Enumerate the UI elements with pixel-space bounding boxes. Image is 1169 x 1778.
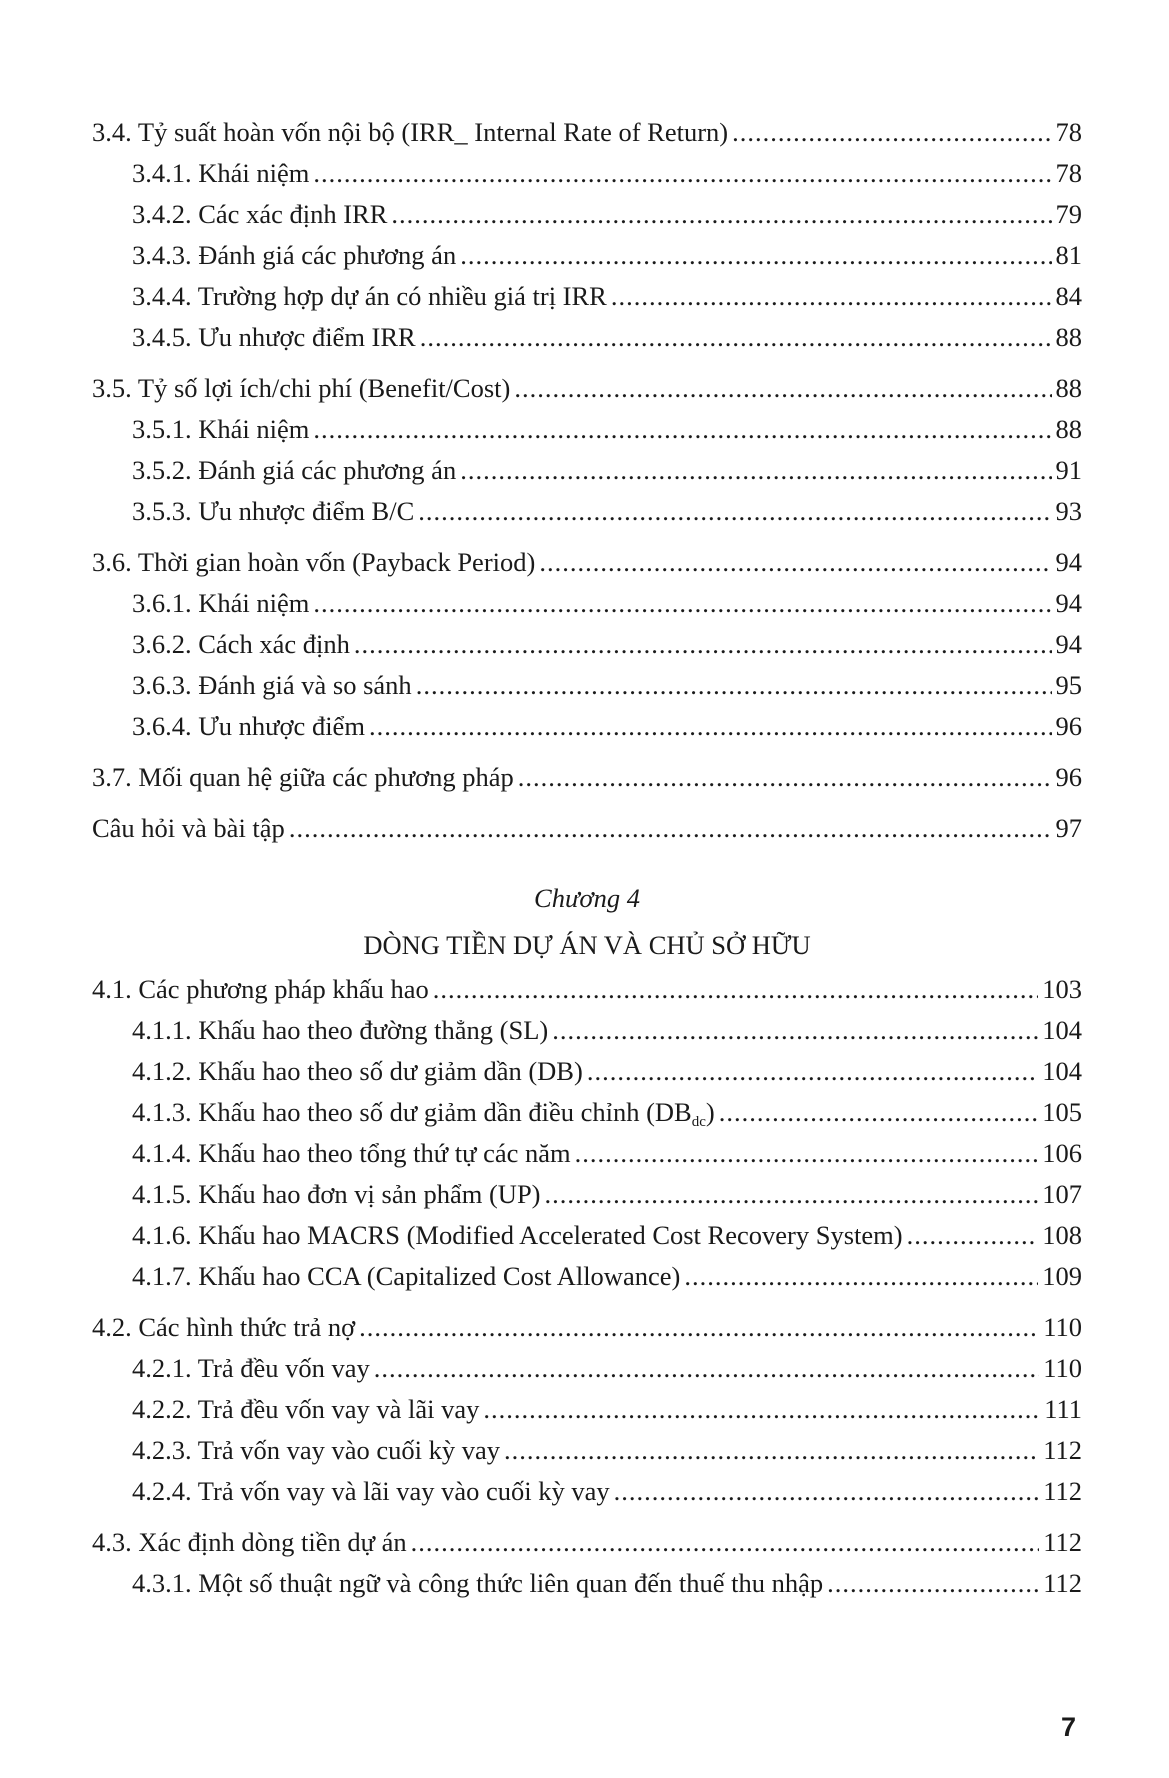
toc-entry-title: 3.4.2. Các xác định IRR xyxy=(132,199,388,229)
toc-entry-title: 4.3. Xác định dòng tiền dự án xyxy=(92,1527,407,1557)
toc-entry-page: 112 xyxy=(1043,1568,1082,1598)
chapter-title: DÒNG TIỀN DỰ ÁN VÀ CHỦ SỞ HỮU xyxy=(363,930,811,960)
toc-entry[interactable] xyxy=(92,1092,1082,1133)
toc-entry-page: 110 xyxy=(1043,1353,1082,1383)
table-of-contents xyxy=(92,112,1082,1604)
toc-entry-page: 112 xyxy=(1043,1435,1082,1465)
toc-entry-page: 96 xyxy=(1055,711,1082,741)
toc-leader-dots xyxy=(420,317,1052,358)
toc-leader-dots xyxy=(411,1522,1040,1563)
toc-entry-page: 94 xyxy=(1055,547,1082,577)
toc-entry[interactable] xyxy=(92,1563,1082,1604)
toc-entry-page: 110 xyxy=(1043,1312,1082,1342)
toc-leader-dots xyxy=(391,194,1051,235)
toc-entry-title: 4.1.2. Khấu hao theo số dư giảm dần (DB) xyxy=(132,1056,583,1086)
toc-entry-page: 91 xyxy=(1055,455,1082,485)
toc-leader-dots xyxy=(827,1563,1039,1604)
toc-entry-title: 4.1.5. Khấu hao đơn vị sản phẩm (UP) xyxy=(132,1179,541,1209)
toc-entry-page: 97 xyxy=(1055,813,1082,843)
toc-entry-page: 111 xyxy=(1044,1394,1082,1424)
toc-entry[interactable] xyxy=(92,808,1082,849)
toc-entry-page: 93 xyxy=(1055,496,1082,526)
toc-entry[interactable] xyxy=(92,1471,1082,1512)
toc-leader-dots xyxy=(611,276,1052,317)
toc-entry[interactable] xyxy=(92,1522,1082,1563)
toc-leader-dots xyxy=(369,706,1052,747)
toc-leader-dots xyxy=(907,1215,1039,1256)
toc-entry-title: 3.6.3. Đánh giá và so sánh xyxy=(132,670,412,700)
toc-entry[interactable] xyxy=(92,1430,1082,1471)
toc-entry-page: 78 xyxy=(1055,158,1082,188)
toc-entry[interactable] xyxy=(92,1389,1082,1430)
toc-section-chapter-3 xyxy=(92,112,1082,849)
toc-entry-title: 4.2.2. Trả đều vốn vay và lãi vay xyxy=(132,1394,480,1424)
toc-entry[interactable] xyxy=(92,542,1082,583)
toc-entry[interactable] xyxy=(92,317,1082,358)
toc-entry[interactable] xyxy=(92,1256,1082,1297)
toc-entry-page: 103 xyxy=(1042,974,1082,1004)
toc-entry[interactable] xyxy=(92,1010,1082,1051)
toc-entry-page: 84 xyxy=(1055,281,1082,311)
toc-entry-title: 4.2.1. Trả đều vốn vay xyxy=(132,1353,370,1383)
toc-entry-page: 94 xyxy=(1055,629,1082,659)
toc-leader-dots xyxy=(539,542,1051,583)
toc-leader-dots xyxy=(460,450,1051,491)
toc-entry-page: 88 xyxy=(1055,373,1082,403)
toc-leader-dots xyxy=(514,368,1051,409)
toc-leader-dots xyxy=(359,1307,1039,1348)
toc-entry[interactable] xyxy=(92,624,1082,665)
toc-leader-dots xyxy=(433,969,1039,1010)
toc-entry-title: 3.4. Tỷ suất hoàn vốn nội bộ (IRR_ Internal Rate of Return) xyxy=(92,117,729,147)
toc-entry[interactable] xyxy=(92,276,1082,317)
toc-entry[interactable] xyxy=(92,757,1082,798)
toc-entry[interactable] xyxy=(92,153,1082,194)
toc-entry[interactable] xyxy=(92,235,1082,276)
toc-entry-page: 104 xyxy=(1042,1056,1082,1086)
toc-entry[interactable] xyxy=(92,583,1082,624)
toc-entry[interactable] xyxy=(92,368,1082,409)
toc-entry-page: 96 xyxy=(1055,762,1082,792)
toc-entry[interactable] xyxy=(92,1215,1082,1256)
toc-entry-title: 3.7. Mối quan hệ giữa các phương pháp xyxy=(92,762,514,792)
toc-entry-title: 3.4.3. Đánh giá các phương án xyxy=(132,240,457,270)
toc-leader-dots xyxy=(552,1010,1038,1051)
toc-entry-title: 3.5. Tỷ số lợi ích/chi phí (Benefit/Cost) xyxy=(92,373,511,403)
toc-entry-title: 3.4.5. Ưu nhược điểm IRR xyxy=(132,322,416,352)
toc-leader-dots xyxy=(732,112,1051,153)
toc-entry-page: 105 xyxy=(1042,1097,1082,1127)
toc-entry-title: 4.1.4. Khấu hao theo tổng thứ tự các năm xyxy=(132,1138,571,1168)
toc-entry-page: 109 xyxy=(1042,1261,1082,1291)
toc-entry-title: 4.1.1. Khấu hao theo đường thẳng (SL) xyxy=(132,1015,549,1045)
toc-leader-dots xyxy=(313,409,1051,450)
toc-leader-dots xyxy=(518,757,1052,798)
toc-entry-page: 95 xyxy=(1055,670,1082,700)
toc-entry[interactable] xyxy=(92,491,1082,532)
toc-entry-title: 4.1.7. Khấu hao CCA (Capitalized Cost Allowance) xyxy=(132,1261,681,1291)
toc-entry-page: 112 xyxy=(1043,1527,1082,1557)
toc-entry[interactable] xyxy=(92,1174,1082,1215)
toc-leader-dots xyxy=(614,1471,1040,1512)
toc-leader-dots xyxy=(460,235,1051,276)
toc-entry-page: 88 xyxy=(1055,414,1082,444)
toc-leader-dots xyxy=(354,624,1052,665)
toc-entry-title: 3.5.1. Khái niệm xyxy=(132,414,310,444)
toc-entry-page: 94 xyxy=(1055,588,1082,618)
toc-entry[interactable] xyxy=(92,409,1082,450)
toc-entry-title: 4.2.4. Trả vốn vay và lãi vay vào cuối kỳ vay xyxy=(132,1476,610,1506)
toc-section-chapter-4 xyxy=(92,969,1082,1604)
toc-entry-page: 107 xyxy=(1042,1179,1082,1209)
toc-entry[interactable] xyxy=(92,1133,1082,1174)
toc-entry-title: 3.6.4. Ưu nhược điểm xyxy=(132,711,365,741)
toc-entry-page: 104 xyxy=(1042,1015,1082,1045)
toc-entry-title: 4.1. Các phương pháp khấu hao xyxy=(92,974,429,1004)
toc-entry-page: 79 xyxy=(1055,199,1082,229)
toc-entry-title: 3.6.2. Cách xác định xyxy=(132,629,350,659)
toc-entry-page: 108 xyxy=(1042,1220,1082,1250)
toc-leader-dots xyxy=(483,1389,1040,1430)
toc-entry-title: 4.3.1. Một số thuật ngữ và công thức liên quan đến thuế thu nhập xyxy=(132,1568,824,1598)
toc-entry-page: 106 xyxy=(1042,1138,1082,1168)
toc-entry-subscript: dc xyxy=(691,1114,706,1130)
toc-entry[interactable] xyxy=(92,112,1082,153)
toc-entry-title: 3.4.4. Trường hợp dự án có nhiều giá trị IRR xyxy=(132,281,607,311)
toc-leader-dots xyxy=(587,1051,1038,1092)
toc-entry[interactable] xyxy=(92,1307,1082,1348)
toc-entry-title: 3.5.2. Đánh giá các phương án xyxy=(132,455,457,485)
toc-leader-dots xyxy=(504,1430,1039,1471)
toc-entry[interactable] xyxy=(92,969,1082,1010)
toc-leader-dots xyxy=(374,1348,1039,1389)
toc-entry-title: 3.4.1. Khái niệm xyxy=(132,158,310,188)
toc-entry[interactable] xyxy=(92,450,1082,491)
toc-entry-title: 3.6. Thời gian hoàn vốn (Payback Period) xyxy=(92,547,536,577)
toc-entry-title: 3.6.1. Khái niệm xyxy=(132,588,310,618)
toc-leader-dots xyxy=(545,1174,1039,1215)
toc-entry[interactable] xyxy=(92,665,1082,706)
toc-entry-title: 4.1.6. Khấu hao MACRS (Modified Accelerated Cost Recovery System) xyxy=(132,1220,903,1250)
toc-entry-title: 3.5.3. Ưu nhược điểm B/C xyxy=(132,496,415,526)
toc-entry[interactable] xyxy=(92,706,1082,747)
toc-leader-dots xyxy=(289,808,1052,849)
toc-leader-dots xyxy=(313,583,1051,624)
toc-entry[interactable] xyxy=(92,194,1082,235)
toc-entry-title: Câu hỏi và bài tập xyxy=(92,813,285,843)
toc-leader-dots xyxy=(684,1256,1038,1297)
toc-leader-dots xyxy=(719,1092,1039,1133)
toc-entry[interactable] xyxy=(92,1348,1082,1389)
toc-entry-page: 78 xyxy=(1055,117,1082,147)
toc-leader-dots xyxy=(418,491,1051,532)
toc-leader-dots xyxy=(313,153,1051,194)
toc-entry-title: 4.2. Các hình thức trả nợ xyxy=(92,1312,356,1342)
toc-entry-page: 112 xyxy=(1043,1476,1082,1506)
toc-entry-page: 81 xyxy=(1055,240,1082,270)
toc-entry[interactable] xyxy=(92,1051,1082,1092)
toc-entry-page: 88 xyxy=(1055,322,1082,352)
toc-leader-dots xyxy=(575,1133,1039,1174)
toc-leader-dots xyxy=(416,665,1052,706)
toc-entry-title: 4.2.3. Trả vốn vay vào cuối kỳ vay xyxy=(132,1435,501,1465)
toc-entry-title: 4.1.3. Khấu hao theo số dư giảm dần điều chỉnh $(DB_{dc})$ xyxy=(132,1097,715,1130)
chapter-label: Chương 4 xyxy=(534,883,640,913)
page-number: 7 xyxy=(1060,1712,1076,1742)
